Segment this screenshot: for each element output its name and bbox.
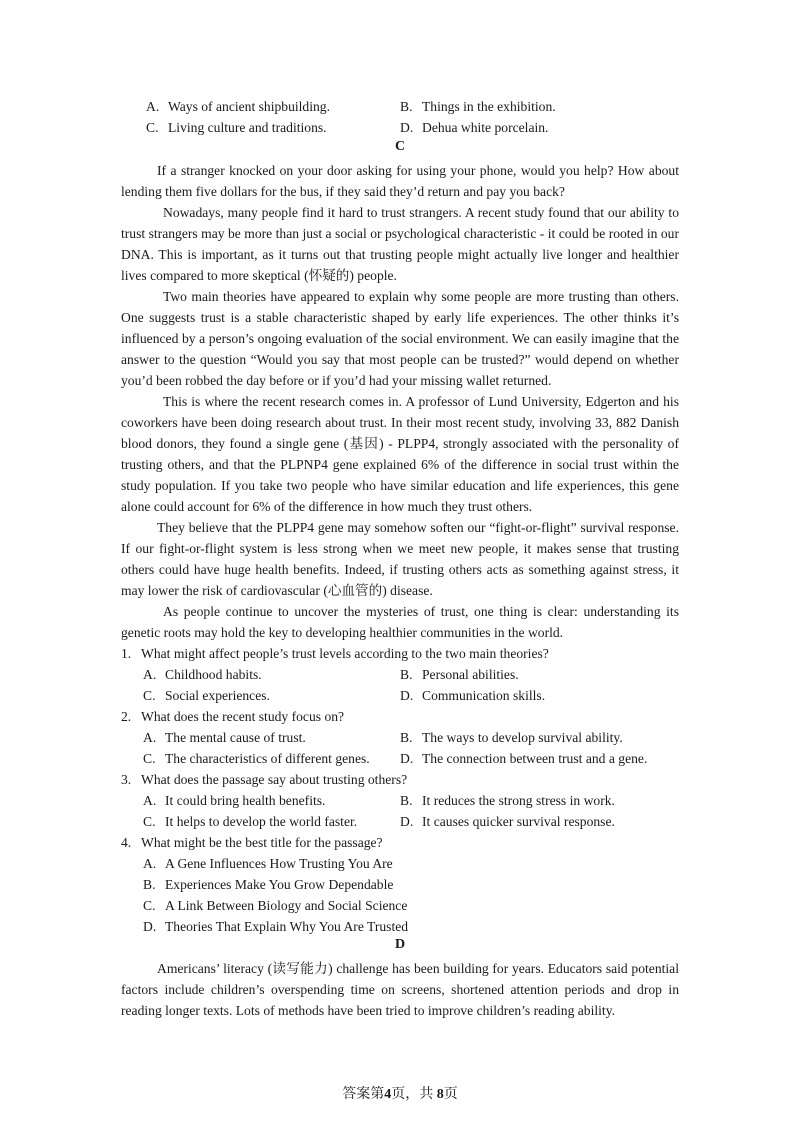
paragraph-c-6: As people continue to uncover the mysteries of trust, one thing is clear: understanding its genetic roots may hold the key to developing healthier communities in the world.: [121, 604, 679, 640]
option-text: Theories That Explain Why You Are Trusted: [165, 919, 409, 934]
option-text: It could bring health benefits.: [165, 793, 326, 808]
question-text: What might affect people’s trust levels according to the two main theories?: [141, 646, 549, 661]
option-letter: A.: [143, 793, 157, 808]
paragraph-d-1: Americans’ literacy (读写能力) challenge has been building for years. Educators said potential factors include children’s overspending time on screens, shortened attention periods and drop in reading longer texts. Lots of methods have been tried to improve children’s reading ability.: [121, 961, 679, 1018]
q3-option-c: [143, 811, 357, 832]
option-letter: A.: [143, 730, 157, 745]
q3-options-row-2: [0, 811, 800, 832]
question-2: [121, 706, 344, 727]
option-text: The mental cause of trust.: [165, 730, 306, 745]
q2-option-d: [400, 748, 647, 769]
q3-option-b: [400, 790, 615, 811]
q4-option-row-d: [0, 916, 800, 937]
option-letter: B.: [400, 730, 413, 745]
option-text: Communication skills.: [422, 688, 546, 703]
option-text: It helps to develop the world faster.: [165, 814, 358, 829]
option-text: The connection between trust and a gene.: [422, 751, 648, 766]
question-text: What does the recent study focus on?: [141, 709, 345, 724]
option-letter: D.: [400, 751, 414, 766]
q3-option-a: [143, 790, 325, 811]
q4-option-c: [143, 895, 407, 916]
option-text: Experiences Make You Grow Dependable: [165, 877, 394, 892]
option-letter: A.: [143, 667, 157, 682]
question-number: 3.: [121, 772, 132, 787]
question-text: What might be the best title for the passage?: [141, 835, 383, 850]
q4-option-b: [143, 874, 393, 895]
question-number: 1.: [121, 646, 132, 661]
q4-option-row-a: [0, 853, 800, 874]
q1-option-d: [400, 685, 545, 706]
option-letter: B.: [400, 793, 413, 808]
q4-option-row-c: [0, 895, 800, 916]
question-1: [121, 643, 549, 664]
paragraph-c-5: They believe that the PLPP4 gene may somehow soften our “fight-or-flight” survival response. If our fight-or-flight system is less strong when we meet new people, it makes sense that trusting others could have huge health benefits. Indeed, if trusting others acts as something against stress, it may lower the risk of cardiovascular (心血管的) disease.: [121, 520, 679, 598]
footer-prefix: 答案第: [342, 1087, 385, 1102]
question-number: 2.: [121, 709, 132, 724]
option-text: Ways of ancient shipbuilding.: [168, 99, 331, 114]
q2-option-a: [143, 727, 306, 748]
q2-options-row-1: [0, 727, 800, 748]
option-letter: C.: [143, 898, 156, 913]
option-text: Living culture and traditions.: [168, 120, 327, 135]
option-letter: A.: [146, 99, 160, 114]
option-letter: B.: [400, 99, 413, 114]
option-letter: D.: [143, 919, 157, 934]
q1-option-c: [143, 685, 270, 706]
q2-option-c: [143, 748, 370, 769]
footer-mid: 页，共: [391, 1087, 437, 1102]
option-text: The characteristics of different genes.: [165, 751, 370, 766]
prev-options-row-2: [0, 117, 800, 138]
paragraph-c-4: This is where the recent research comes in. A professor of Lund University, Edgerton and his coworkers have been doing research about trust. In their most recent study, involving 33, 882 Danish blood donors, they found a single gene (基因) - PLPP4, strongly associated with the personality of trusting others, and that the PLPNP4 gene explained 6% of the difference in social trust within the study population. If you take two people who have similar education and life experiences, this gene alone could account for 6% of the difference in how much they trust others.: [121, 394, 679, 514]
option-text: Personal abilities.: [422, 667, 519, 682]
question-text: What does the passage say about trusting others?: [141, 772, 408, 787]
q1-option-a: [143, 664, 262, 685]
option-letter: C.: [143, 751, 156, 766]
option-text: A Gene Influences How Trusting You Are: [165, 856, 393, 871]
option-text: The ways to develop survival ability.: [422, 730, 623, 745]
option-text: It reduces the strong stress in work.: [422, 793, 615, 808]
q3-option-d: [400, 811, 615, 832]
q2-option-b: [400, 727, 623, 748]
option-letter: C.: [146, 120, 159, 135]
q4-option-a: [143, 853, 393, 874]
question-number: 4.: [121, 835, 132, 850]
option-letter: D.: [400, 120, 414, 135]
option-a: [146, 96, 330, 117]
section-d-heading: D: [394, 937, 406, 952]
q3-options-row-1: [0, 790, 800, 811]
footer-page-number: 4: [384, 1087, 392, 1102]
option-text: Things in the exhibition.: [422, 99, 556, 114]
option-text: Childhood habits.: [165, 667, 262, 682]
option-text: Dehua white porcelain.: [422, 120, 549, 135]
q1-options-row-2: [0, 685, 800, 706]
option-text: It causes quicker survival response.: [422, 814, 615, 829]
section-c-heading: C: [394, 139, 406, 154]
question-3: [121, 769, 407, 790]
option-letter: D.: [400, 814, 414, 829]
option-letter: D.: [400, 688, 414, 703]
option-c: [146, 117, 327, 138]
footer-total-pages: 8: [436, 1087, 444, 1102]
option-letter: B.: [400, 667, 413, 682]
option-text: A Link Between Biology and Social Science: [165, 898, 408, 913]
question-4: [121, 832, 383, 853]
paragraph-c-1: If a stranger knocked on your door asking for using your phone, would you help? How about lending them five dollars for the bus, if they said they’d return and pay you back?: [121, 163, 679, 199]
option-text: Social experiences.: [165, 688, 270, 703]
page-footer: [0, 1083, 800, 1103]
q4-option-d: [143, 916, 408, 937]
option-d: [400, 117, 548, 138]
option-letter: C.: [143, 688, 156, 703]
q1-options-row-1: [0, 664, 800, 685]
footer-suffix: 页: [443, 1087, 458, 1102]
option-letter: A.: [143, 856, 157, 871]
q4-option-row-b: [0, 874, 800, 895]
q2-options-row-2: [0, 748, 800, 769]
option-letter: B.: [143, 877, 156, 892]
q1-option-b: [400, 664, 519, 685]
paragraph-c-2: Nowadays, many people find it hard to trust strangers. A recent study found that our ability to trust strangers may be more than just a social or psychological characteristic - it could be rooted in our DNA. This is important, as it turns out that trusting people might actually live longer and healthier lives compared to more skeptical (怀疑的) people.: [121, 205, 679, 283]
paragraph-c-3: Two main theories have appeared to explain why some people are more trusting than others. One suggests trust is a stable characteristic shaped by early life experiences. The other thinks it’s influenced by a person’s ongoing evaluation of the social environment. We can easily imagine that the answer to the question “Would you say that most people can be trusted?” would depend on whether you’d been robbed the day before or if you’d had your missing wallet returned.: [121, 289, 679, 388]
option-b: [400, 96, 556, 117]
prev-options-row-1: [0, 96, 800, 117]
option-letter: C.: [143, 814, 156, 829]
